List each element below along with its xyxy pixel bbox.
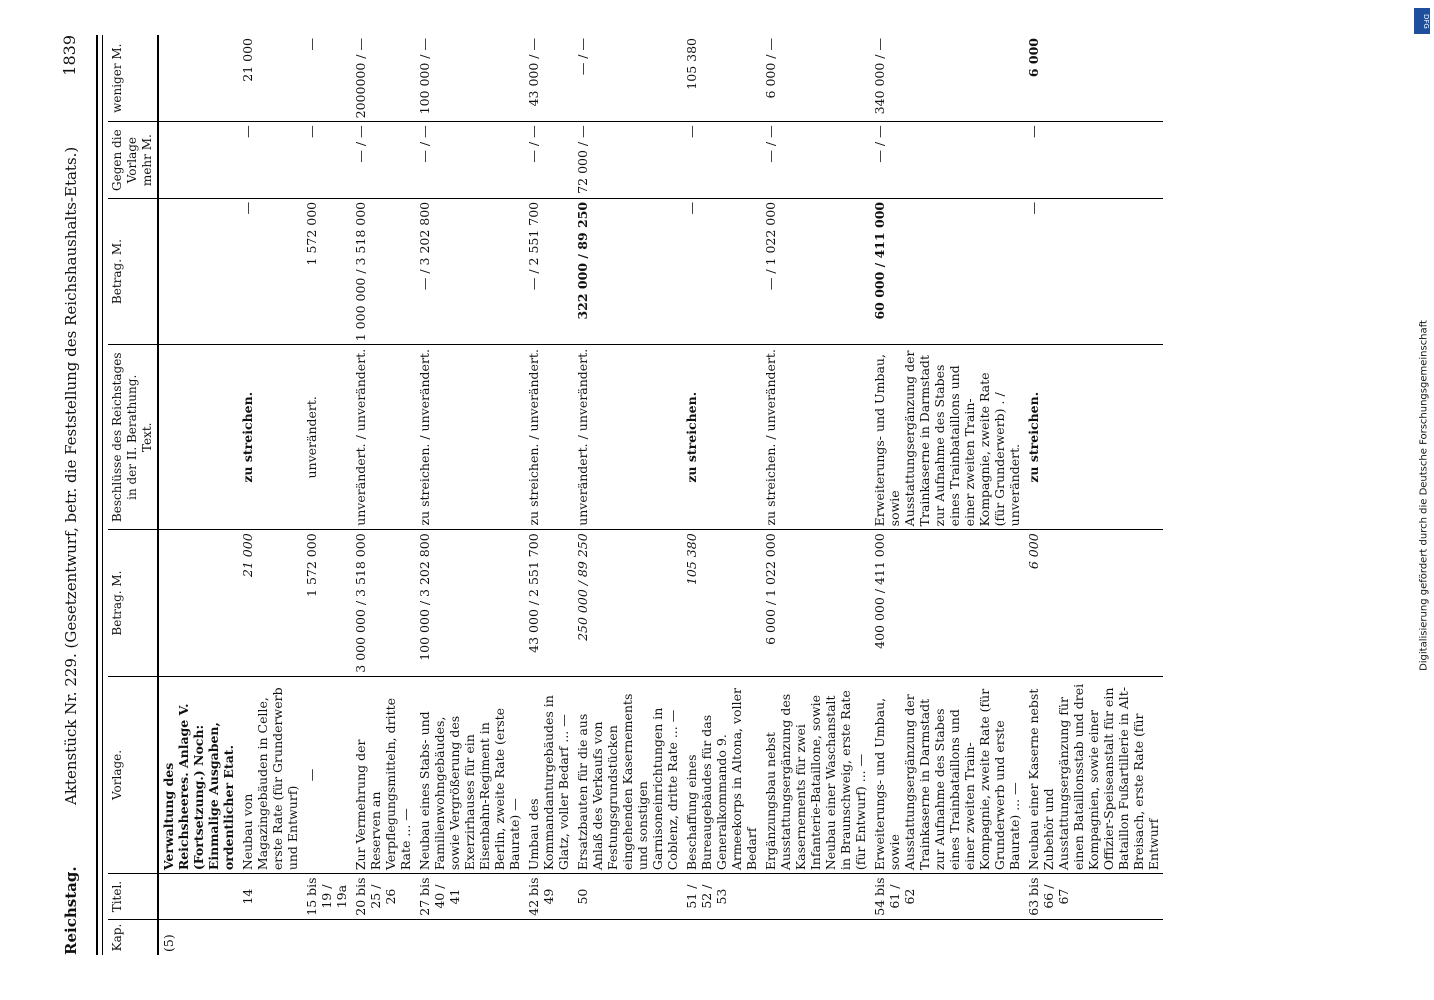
table-row bbox=[761, 35, 870, 955]
cell-vorlage: Erweiterungs- und Umbau, sowie Ausstattungsergänzung der Trainkaserne in Darmstadt zur Aufnahme des Stabes eines Trainbataillons und einer zweiten Train-Kompagnie, zweite Rate (für Grunderwerb und erste Baurate) ... — bbox=[870, 676, 1024, 873]
cell-betrag2: — / 2 551 700 bbox=[524, 198, 573, 344]
cell-kap bbox=[415, 920, 524, 956]
cell-text: zu streichen. bbox=[1024, 345, 1163, 530]
cell-mehr bbox=[158, 122, 238, 198]
col-beschluesse: Beschlüsse des Reichstages in der II. Berathung. bbox=[110, 352, 139, 523]
cell-text: unverändert. / unverändert. bbox=[573, 345, 682, 530]
cell-betrag: 1 572 000 bbox=[302, 530, 351, 676]
cell-titel: 42 bis 49 bbox=[524, 874, 573, 920]
table-row bbox=[415, 35, 524, 955]
cell-titel: 20 bis 25 / 26 bbox=[351, 874, 415, 920]
cell-vorlage: — bbox=[302, 676, 351, 873]
cell-betrag: 21 000 bbox=[238, 530, 302, 676]
header-left: Reichstag. bbox=[62, 866, 80, 955]
cell-betrag: 6 000 bbox=[1024, 530, 1163, 676]
cell-weniger: — bbox=[304, 38, 319, 51]
cell-weniger: 2000000 / — bbox=[353, 38, 368, 119]
cell-weniger bbox=[158, 35, 238, 122]
cell-kap bbox=[1024, 920, 1163, 956]
cell-weniger: 100 000 / — bbox=[417, 38, 432, 115]
col-weniger: weniger M. bbox=[108, 35, 158, 122]
sidebar-credit bbox=[1414, 10, 1428, 990]
cell-titel: 15 bis 19 / 19a bbox=[302, 874, 351, 920]
cell-mehr: — / — bbox=[761, 122, 870, 198]
cell-kap bbox=[238, 920, 302, 956]
col-betrag2: Betrag. M. bbox=[108, 198, 158, 344]
cell-kap: (5) bbox=[158, 920, 238, 956]
cell-betrag2: — bbox=[238, 198, 302, 344]
table-row bbox=[524, 35, 573, 955]
credit-text: Digitalisierung gefördert durch die Deutsche Forschungsgemeinschaft bbox=[1418, 320, 1430, 671]
budget-table bbox=[108, 35, 1163, 955]
cell-kap bbox=[870, 920, 1024, 956]
cell-betrag: 100 000 / 3 202 800 bbox=[415, 530, 524, 676]
cell-betrag: 105 380 bbox=[682, 530, 761, 676]
cell-betrag: 6 000 / 1 022 000 bbox=[761, 530, 870, 676]
page-number: 1839 bbox=[60, 35, 79, 76]
dfg-logo: DFG bbox=[1414, 8, 1430, 34]
cell-weniger: — / — bbox=[575, 38, 590, 76]
cell-mehr: — bbox=[302, 122, 351, 198]
cell-weniger: 21 000 bbox=[240, 38, 255, 82]
col-vorlage: Vorlage. bbox=[108, 676, 158, 873]
cell-betrag2: 1 572 000 bbox=[302, 198, 351, 344]
col-kap: Kap. bbox=[108, 920, 158, 956]
cell-betrag2: — / 3 202 800 bbox=[415, 198, 524, 344]
cell-betrag: 400 000 / 411 000 bbox=[870, 530, 1024, 676]
cell-weniger: 105 380 bbox=[684, 38, 699, 90]
cell-vorlage: Ergänzungsbau nebst Ausstattungsergänzung des Kasernements für zwei Infanterie-Bataillone, sowie Neubau einer Waschanstalt in Braunschweig, erste Rate (für Entwurf) ... — bbox=[761, 676, 870, 873]
col-titel: Titel. bbox=[108, 874, 158, 920]
cell-betrag2 bbox=[158, 198, 238, 344]
cell-vorlage: Umbau des Kommandanturgebäudes in Glatz, voller Bedarf ... — bbox=[524, 676, 573, 873]
cell-vorlage: Beschaffung eines Bureaugebäudes für das Generalkommando 9. Armeekorps in Altona, voller Bedarf bbox=[682, 676, 761, 873]
cell-kap bbox=[573, 920, 682, 956]
col-mehr-label: mehr M. bbox=[140, 134, 154, 187]
cell-betrag2: 1 000 000 / 3 518 000 bbox=[351, 198, 415, 344]
cell-betrag2: — / 1 022 000 bbox=[761, 198, 870, 344]
col-betrag: Betrag. M. bbox=[108, 530, 158, 676]
table-row bbox=[351, 35, 415, 955]
cell-vorlage: Zur Vermehrung der Reserven an Verpflegungsmitteln, dritte Rate ... — bbox=[351, 676, 415, 873]
cell-betrag bbox=[158, 530, 238, 676]
cell-betrag2: 60 000 / 411 000 bbox=[870, 198, 1024, 344]
cell-weniger: 340 000 / — bbox=[872, 38, 887, 115]
cell-vorlage: Ersatzbauten für die aus Anlaß des Verkaufs von Festungsgrundstücken eingehenden Kasernements und sonstigen Garnisoneinrichtungen in Coblenz, dritte Rate ... — bbox=[573, 676, 682, 873]
cell-text bbox=[158, 345, 238, 530]
cell-titel: 63 bis 66 / 67 bbox=[1024, 874, 1163, 920]
cell-text: zu streichen. / unverändert. bbox=[524, 345, 573, 530]
header-title: Aktenstück Nr. 229. (Gesetzentwurf, betr. die Feststellung des Reichshaushalts-Etats.) bbox=[62, 146, 80, 805]
cell-titel: 14 bbox=[238, 874, 302, 920]
cell-kap bbox=[351, 920, 415, 956]
cell-betrag2: — bbox=[1024, 198, 1163, 344]
table-row bbox=[302, 35, 351, 955]
cell-kap bbox=[761, 920, 870, 956]
rotated-page bbox=[50, 35, 1400, 955]
cell-kap bbox=[524, 920, 573, 956]
cell-betrag: 3 000 000 / 3 518 000 bbox=[351, 530, 415, 676]
table-header bbox=[108, 35, 158, 955]
table-row bbox=[238, 35, 302, 955]
cell-titel: 54 bis 61 / 62 bbox=[870, 874, 1024, 920]
table-row bbox=[158, 35, 238, 955]
cell-text: unverändert. bbox=[302, 345, 351, 530]
cell-kap bbox=[682, 920, 761, 956]
cell-kap bbox=[302, 920, 351, 956]
col-gegen: Gegen die Vorlage bbox=[110, 129, 139, 191]
cell-vorlage: Neubau eines Stabs- und Familienwohngebäudes, sowie Vergrößerung des Exerzirhauses für ein Eisenbahn-Regiment in Berlin, zweite Rate (erste Baurate) — bbox=[415, 676, 524, 873]
cell-mehr: — / — bbox=[870, 122, 1024, 198]
cell-text: zu streichen. / unverändert. bbox=[761, 345, 870, 530]
col-text-label: Text. bbox=[140, 422, 154, 453]
cell-weniger: 43 000 / — bbox=[526, 38, 541, 107]
cell-vorlage: Neubau von Magazingebäuden in Celle, erste Rate (für Grunderwerb und Entwurf) bbox=[238, 676, 302, 873]
cell-text: unverändert. / unverändert. bbox=[351, 345, 415, 530]
cell-text: Erweiterungs- und Umbau, sowie Ausstattungsergänzung der Trainkaserne in Darmstadt zur Aufnahme des Stabes eines Trainbataillons und einer zweiten Train-Kompagnie, zweite Rate (für Grunderwerb) . / unverändert. bbox=[870, 345, 1024, 530]
cell-weniger: 6 000 / — bbox=[763, 38, 778, 99]
cell-text: zu streichen. bbox=[238, 345, 302, 530]
page-header bbox=[50, 35, 90, 955]
cell-vorlage: Neubau einer Kaserne nebst Zubehör und Ausstattungsergänzung für einen Bataillonsstab und drei Kompagnien, sowie einer Offizier-Speiseanstalt für ein Bataillon Fußartillerie in Alt-Breisach, erste Rate (für Entwurf bbox=[1024, 676, 1163, 873]
cell-titel: 51 / 52 / 53 bbox=[682, 874, 761, 920]
cell-titel bbox=[761, 874, 870, 920]
cell-mehr: — / — bbox=[351, 122, 415, 198]
col-text bbox=[108, 345, 158, 530]
table-row bbox=[1024, 35, 1163, 955]
cell-titel bbox=[158, 874, 238, 920]
cell-betrag2: — bbox=[682, 198, 761, 344]
cell-mehr: — bbox=[682, 122, 761, 198]
table-row bbox=[870, 35, 1024, 955]
cell-mehr: — / — bbox=[415, 122, 524, 198]
cell-vorlage: Verwaltung des Reichsheeres. Anlage V. (Fortsetzung.) Noch: Einmalige Ausgaben, ordentlicher Etat. bbox=[158, 676, 238, 873]
cell-betrag: 43 000 / 2 551 700 bbox=[524, 530, 573, 676]
cell-mehr: — / — bbox=[524, 122, 573, 198]
cell-mehr: 72 000 / — bbox=[573, 122, 682, 198]
cell-text: zu streichen. / unverändert. bbox=[415, 345, 524, 530]
cell-text: zu streichen. bbox=[682, 345, 761, 530]
col-mehr bbox=[108, 122, 158, 198]
cell-titel: 27 bis 40 / 41 bbox=[415, 874, 524, 920]
cell-betrag: 250 000 / 89 250 bbox=[573, 530, 682, 676]
cell-betrag2: 322 000 / 89 250 bbox=[573, 198, 682, 344]
table-row bbox=[573, 35, 682, 955]
cell-weniger: 6 000 bbox=[1026, 38, 1041, 78]
table-row bbox=[682, 35, 761, 955]
header-rule bbox=[96, 35, 103, 955]
cell-mehr: — bbox=[1024, 122, 1163, 198]
cell-mehr: — bbox=[238, 122, 302, 198]
cell-titel: 50 bbox=[573, 874, 682, 920]
